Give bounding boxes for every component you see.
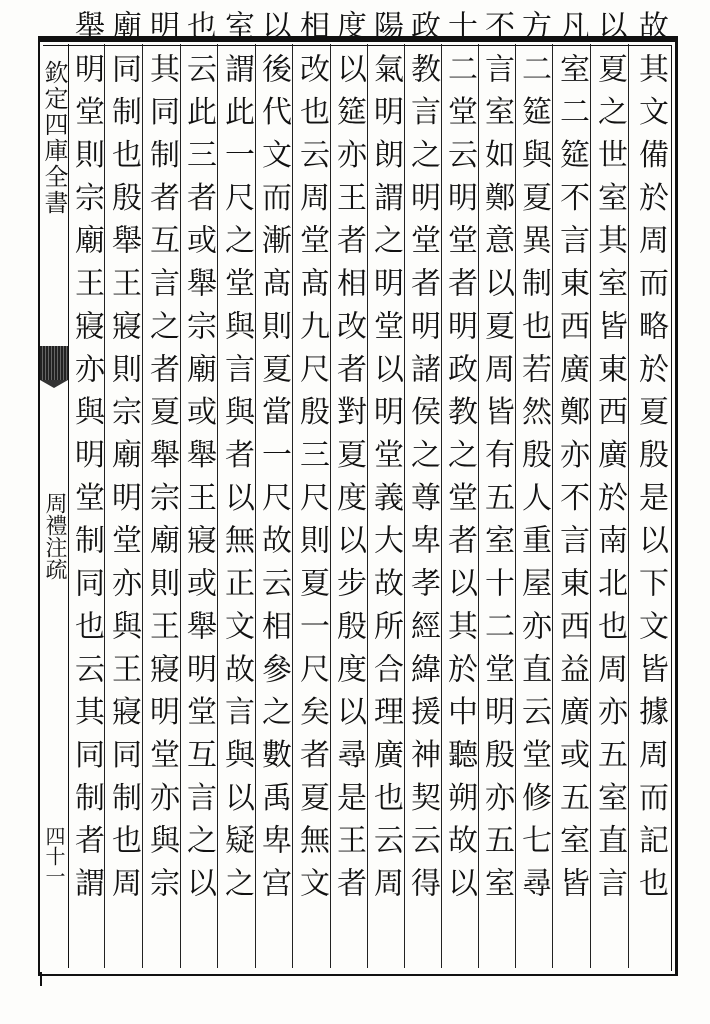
edge-mark	[40, 972, 42, 986]
text-column-1: 故其文備於周而略於夏殷是以下文皆據周而記也	[633, 10, 668, 910]
text-column-2: 以夏之世室其室皆東西廣於南北也周亦五室直言	[592, 10, 627, 910]
fishtail-mark-icon	[40, 346, 68, 380]
text-column-11: 以後代文而漸髙則夏當一尺故云相參之數禹卑宫	[256, 10, 291, 910]
text-column-12: 室謂此一尺之堂與言與者以無正文故言與以疑之	[219, 10, 254, 910]
text-column-7: 政教言之明堂者明諸侯之尊卑孝經緯援神契云得	[405, 10, 440, 910]
text-column-16: 舉明堂則宗廟王寢亦與明堂制同也云其同制者謂	[69, 10, 104, 910]
text-column-6: 十二堂云明堂者明政教之堂者以其於中聽朔故以	[442, 10, 477, 910]
text-column-10: 相改也云周堂髙九尺殷三尺則夏一尺矣者夏無文	[294, 10, 329, 910]
book-title: 周禮注疏	[42, 492, 67, 580]
text-column-13: 也云此三者或舉宗廟或舉王寢或舉明堂互言之以	[181, 10, 216, 910]
text-column-14: 明其同制者互言之者夏舉宗廟則王寢明堂亦與宗	[144, 10, 179, 910]
collection-title: 欽定四庫全書	[40, 60, 68, 216]
text-column-15: 廟同制也殷舉王寢則宗廟明堂亦與王寢同制也周	[106, 10, 141, 910]
text-column-8: 陽氣明朗謂之明堂以明堂義大故所合理廣也云周	[368, 10, 403, 910]
text-column-9: 度以筵亦王者相改者對夏度以步殷度以尋是王者	[331, 10, 366, 910]
text-column-4: 方二筵與夏異制也若然殷人重屋亦直云堂修七尋	[516, 10, 551, 910]
page-margin-column	[40, 44, 69, 968]
page-number: 四十一	[42, 826, 66, 886]
text-column-5: 不言室如鄭意以夏周皆有五室十二堂明殷亦五室	[479, 10, 514, 910]
text-column-3: 凡室二筵不言東西廣鄭亦不言東西益廣或五室皆	[554, 10, 589, 910]
